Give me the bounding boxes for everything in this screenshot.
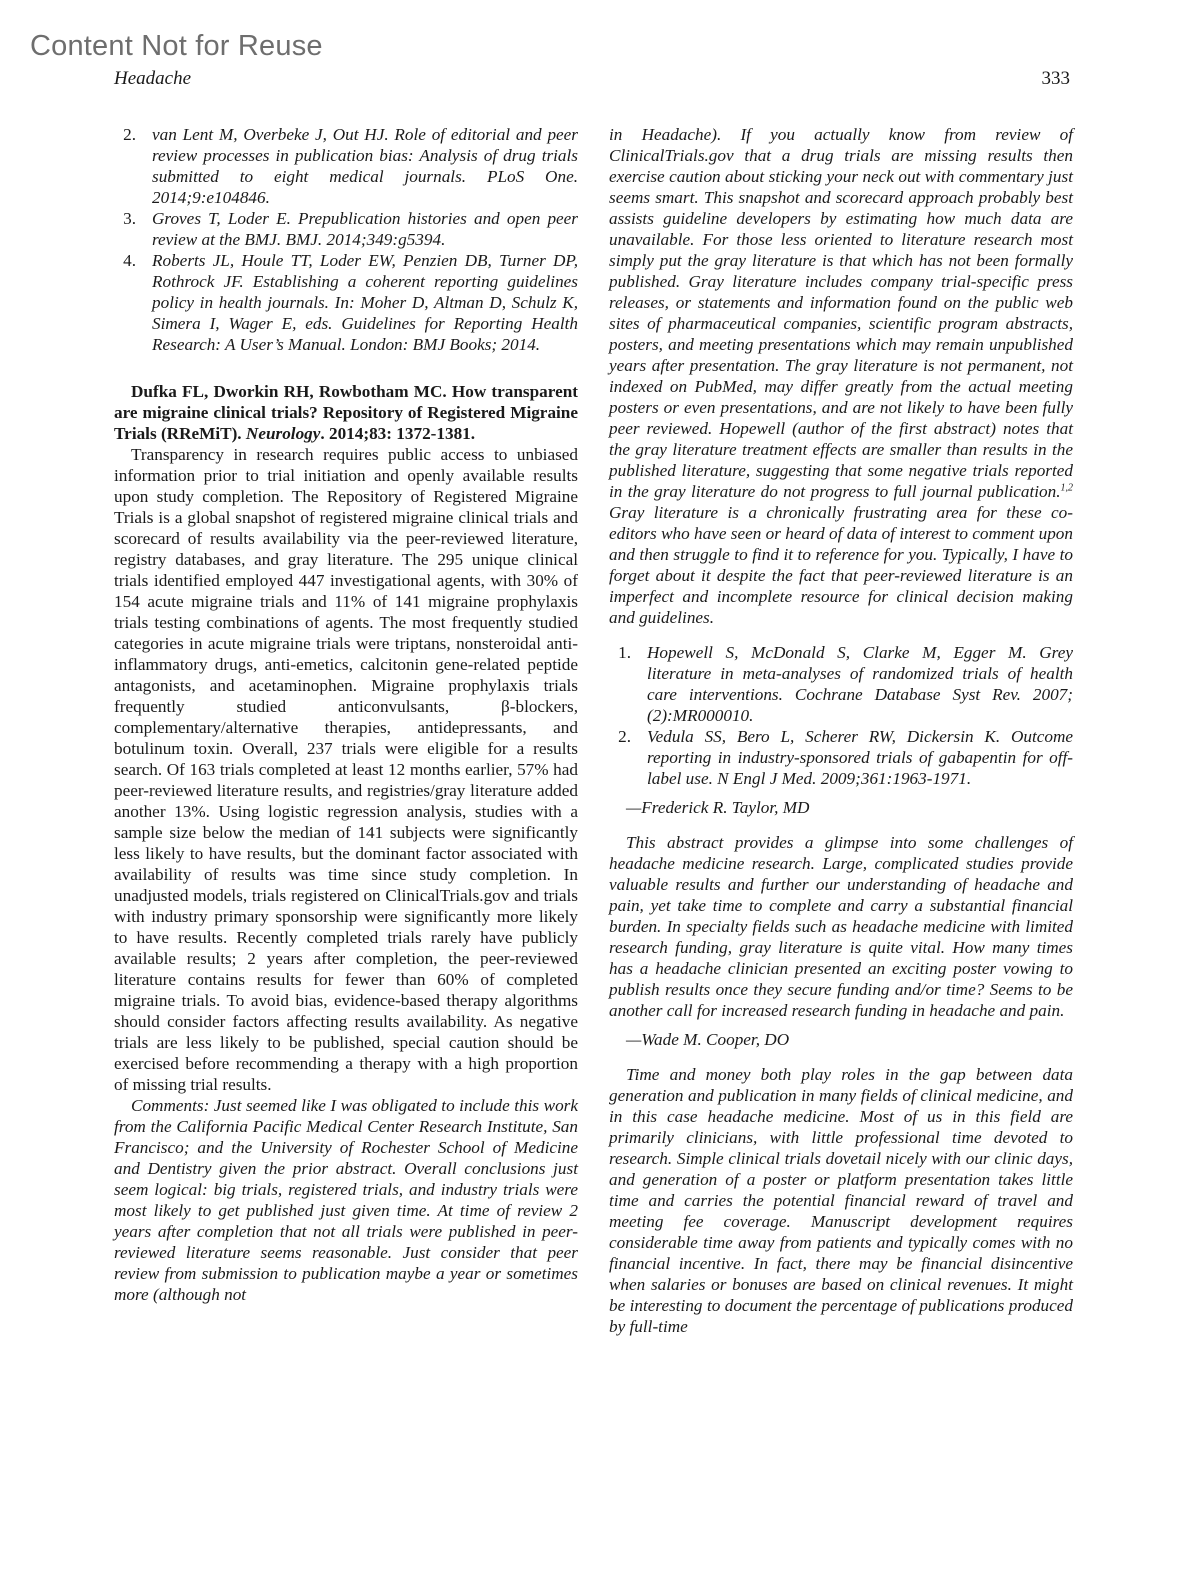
reference-item xyxy=(609,726,1073,789)
citation-superscript: 1,2 xyxy=(1060,482,1073,494)
article-citation xyxy=(114,381,578,444)
abstract-text: Transparency in research requires public access to unbiased information prior to trial initiation and openly available results upon study completion. The Repository of Registered Migraine Trials is a global snapshot of registered migraine clinical trials and scorecard of results availability via the peer-reviewed literature, registry databases, and gray literature. The 295 unique clinical trials identified employed 447 investigational agents, with 30% of 154 acute migraine trials and 11% of 141 migraine prophylaxis trials testing combinations of agents. The most frequently studied categories in acute migraine trials were triptans, nonsteroidal anti-inflammatory drugs, anti-emetics, calcitonin gene-related peptide antagonists, and acetaminophen. Migraine prophylaxis trials frequently studied anticonvulsants, β-blockers, complementary/alternative therapies, antidepressants, and botulinum toxin. Overall, 237 trials were eligible for a results search. Of 163 trials completed at least 12 months earlier, 57% had peer-reviewed literature results, and registries/gray literature added another 13%. Using logistic regression analysis, studies with a sample size below the median of 141 subjects were significantly less likely to have results, but the dominant factor associated with availability of results was time since study completion. In unadjusted models, trials registered on ClinicalTrials.gov and trials with industry primary sponsorship were significantly more likely to have results. Recently completed trials rarely have publicly available results; 2 years after completion, the peer-reviewed literature contains results for fewer than 60% of completed migraine trials. To avoid bias, evidence-based therapy algorithms should consider factors affecting results availability. As negative trials are less likely to be published, special caution should be exercised before recommending a therapy with a high proportion of missing trial results. xyxy=(114,445,578,1094)
citation-journal: Neurology xyxy=(245,424,321,443)
reference-list-right xyxy=(609,642,1073,789)
citation-authors-title: Dufka FL, Dworkin RH, Rowbotham MC. How transparent are migraine clinical trials? Repository of Registered Migraine Trials (RReMiT). xyxy=(114,382,578,443)
signature-cooper: —Wade M. Cooper, DO xyxy=(626,1030,790,1049)
reference-text: Groves T, Loder E. Prepublication histories and open peer review at the BMJ. BMJ. 2014;349:g5394. xyxy=(152,209,578,249)
comments-continued-part-a: in Headache). If you actually know from review of ClinicalTrials.gov that a drug trials are missing results then exercise caution about sticking your neck out with commentary just seems smart. This snapshot and scorecard approach probably best assists guideline developers by estimating how much data are unavailable. For those less oriented to literature research most simply put the gray literature is that which has not been formally published. Gray literature includes company trial-specific press releases, or statements and information found on the public web sites of pharmaceutical companies, scientific program abstracts, posters, and meeting presentations which may remain unpublished years after presentation. The gray literature is not permanent, not indexed on PubMed, may differ greatly from the actual meeting posters or even presentations, and are not likely to have been fully peer reviewed. Hopewell (author of the first abstract) notes that the gray literature treatment effects are smaller than results in the published literature, suggesting that some negative trials reported in the gray literature do not progress to full journal publication. xyxy=(609,125,1073,501)
commentary-time-money: Time and money both play roles in the gap between data generation and publication in many fields of clinical medicine, and in this case headache medicine. Most of us in this field are primarily clinicians, with little professional time devoted to research. Simple clinical trials dovetail nicely with our clinic days, and generation of a poster or platform presentation takes little time and carries the potential financial reward of travel and meeting fee coverage. Manuscript development requires considerable time away from patients and typically comes with no financial incentive. In fact, there may be financial disincentive when salaries or bonuses are based on clinical revenues. It might be interesting to document the percentage of publications produced by full-time xyxy=(609,1065,1073,1336)
reference-text: Vedula SS, Bero L, Scherer RW, Dickersin K. Outcome reporting in industry-sponsored trials of gabapentin for off-label use. N Engl J Med. 2009;361:1963-1971. xyxy=(647,727,1073,788)
left-column xyxy=(114,124,578,1305)
reference-number: 4. xyxy=(123,251,136,270)
signature-taylor: —Frederick R. Taylor, MD xyxy=(626,798,810,817)
reference-number: 3. xyxy=(123,209,136,228)
right-column xyxy=(609,124,1073,1337)
comments-text: Comments: Just seemed like I was obligated to include this work from the California Pacific Medical Center Research Institute, San Francisco; and the University of Rochester School of Medicine and Dentistry given the prior abstract. Overall conclusions just seem logical: big trials, registered trials, and industry trials were most likely to get published just given time. At time of review 2 years after completion that not all trials were published in peer-reviewed literature seems reasonable. Just consider that peer review from submission to publication maybe a year or sometimes more (although not xyxy=(114,1096,578,1304)
watermark: Content Not for Reuse xyxy=(30,30,323,62)
reference-number: 1. xyxy=(618,643,631,662)
reference-item xyxy=(114,124,578,208)
reference-number: 2. xyxy=(123,125,136,144)
reference-item xyxy=(114,208,578,250)
reference-item xyxy=(609,642,1073,726)
reference-item xyxy=(114,250,578,355)
reference-list-left xyxy=(114,124,578,355)
comments-continued xyxy=(609,124,1073,628)
reference-text: van Lent M, Overbeke J, Out HJ. Role of editorial and peer review processes in publication bias: Analysis of drug trials submitted to eight medical journals. PLoS One. 2014;9:e104846. xyxy=(152,125,578,207)
citation-volume: . 2014;83: 1372-1381. xyxy=(320,424,476,443)
comments-continued-part-b: Gray literature is a chronically frustrating area for these co-editors who have seen or heard of data of interest to comment upon and then struggle to find it to reference for you. Typically, I have to forget about it despite the fact that peer-reviewed literature is an imperfect and incomplete resource for clinical decision making and guidelines. xyxy=(609,503,1073,627)
running-head: Headache xyxy=(114,68,192,89)
page-number: 333 xyxy=(1041,68,1070,89)
commentary-cooper: This abstract provides a glimpse into some challenges of headache medicine research. Large, complicated studies provide valuable results and further our understanding of headache and pain, yet take time to complete and carry a substantial financial burden. In specialty fields such as headache medicine with limited research funding, gray literature is quite vital. How many times has a headache clinician presented an exciting poster vowing to publish results once they secure funding and/or time? Seems to be another call for increased research funding in headache and pain. xyxy=(609,833,1073,1020)
reference-text: Roberts JL, Houle TT, Loder EW, Penzien DB, Turner DP, Rothrock JF. Establishing a coherent reporting guidelines policy in health journals. In: Moher D, Altman D, Schulz K, Simera I, Wager E, eds. Guidelines for Reporting Health Research: A User’s Manual. London: BMJ Books; 2014. xyxy=(152,251,578,354)
reference-number: 2. xyxy=(618,727,631,746)
reference-text: Hopewell S, McDonald S, Clarke M, Egger M. Grey literature in meta-analyses of randomized trials of health care interventions. Cochrane Database Syst Rev. 2007;(2):MR000010. xyxy=(647,643,1073,725)
